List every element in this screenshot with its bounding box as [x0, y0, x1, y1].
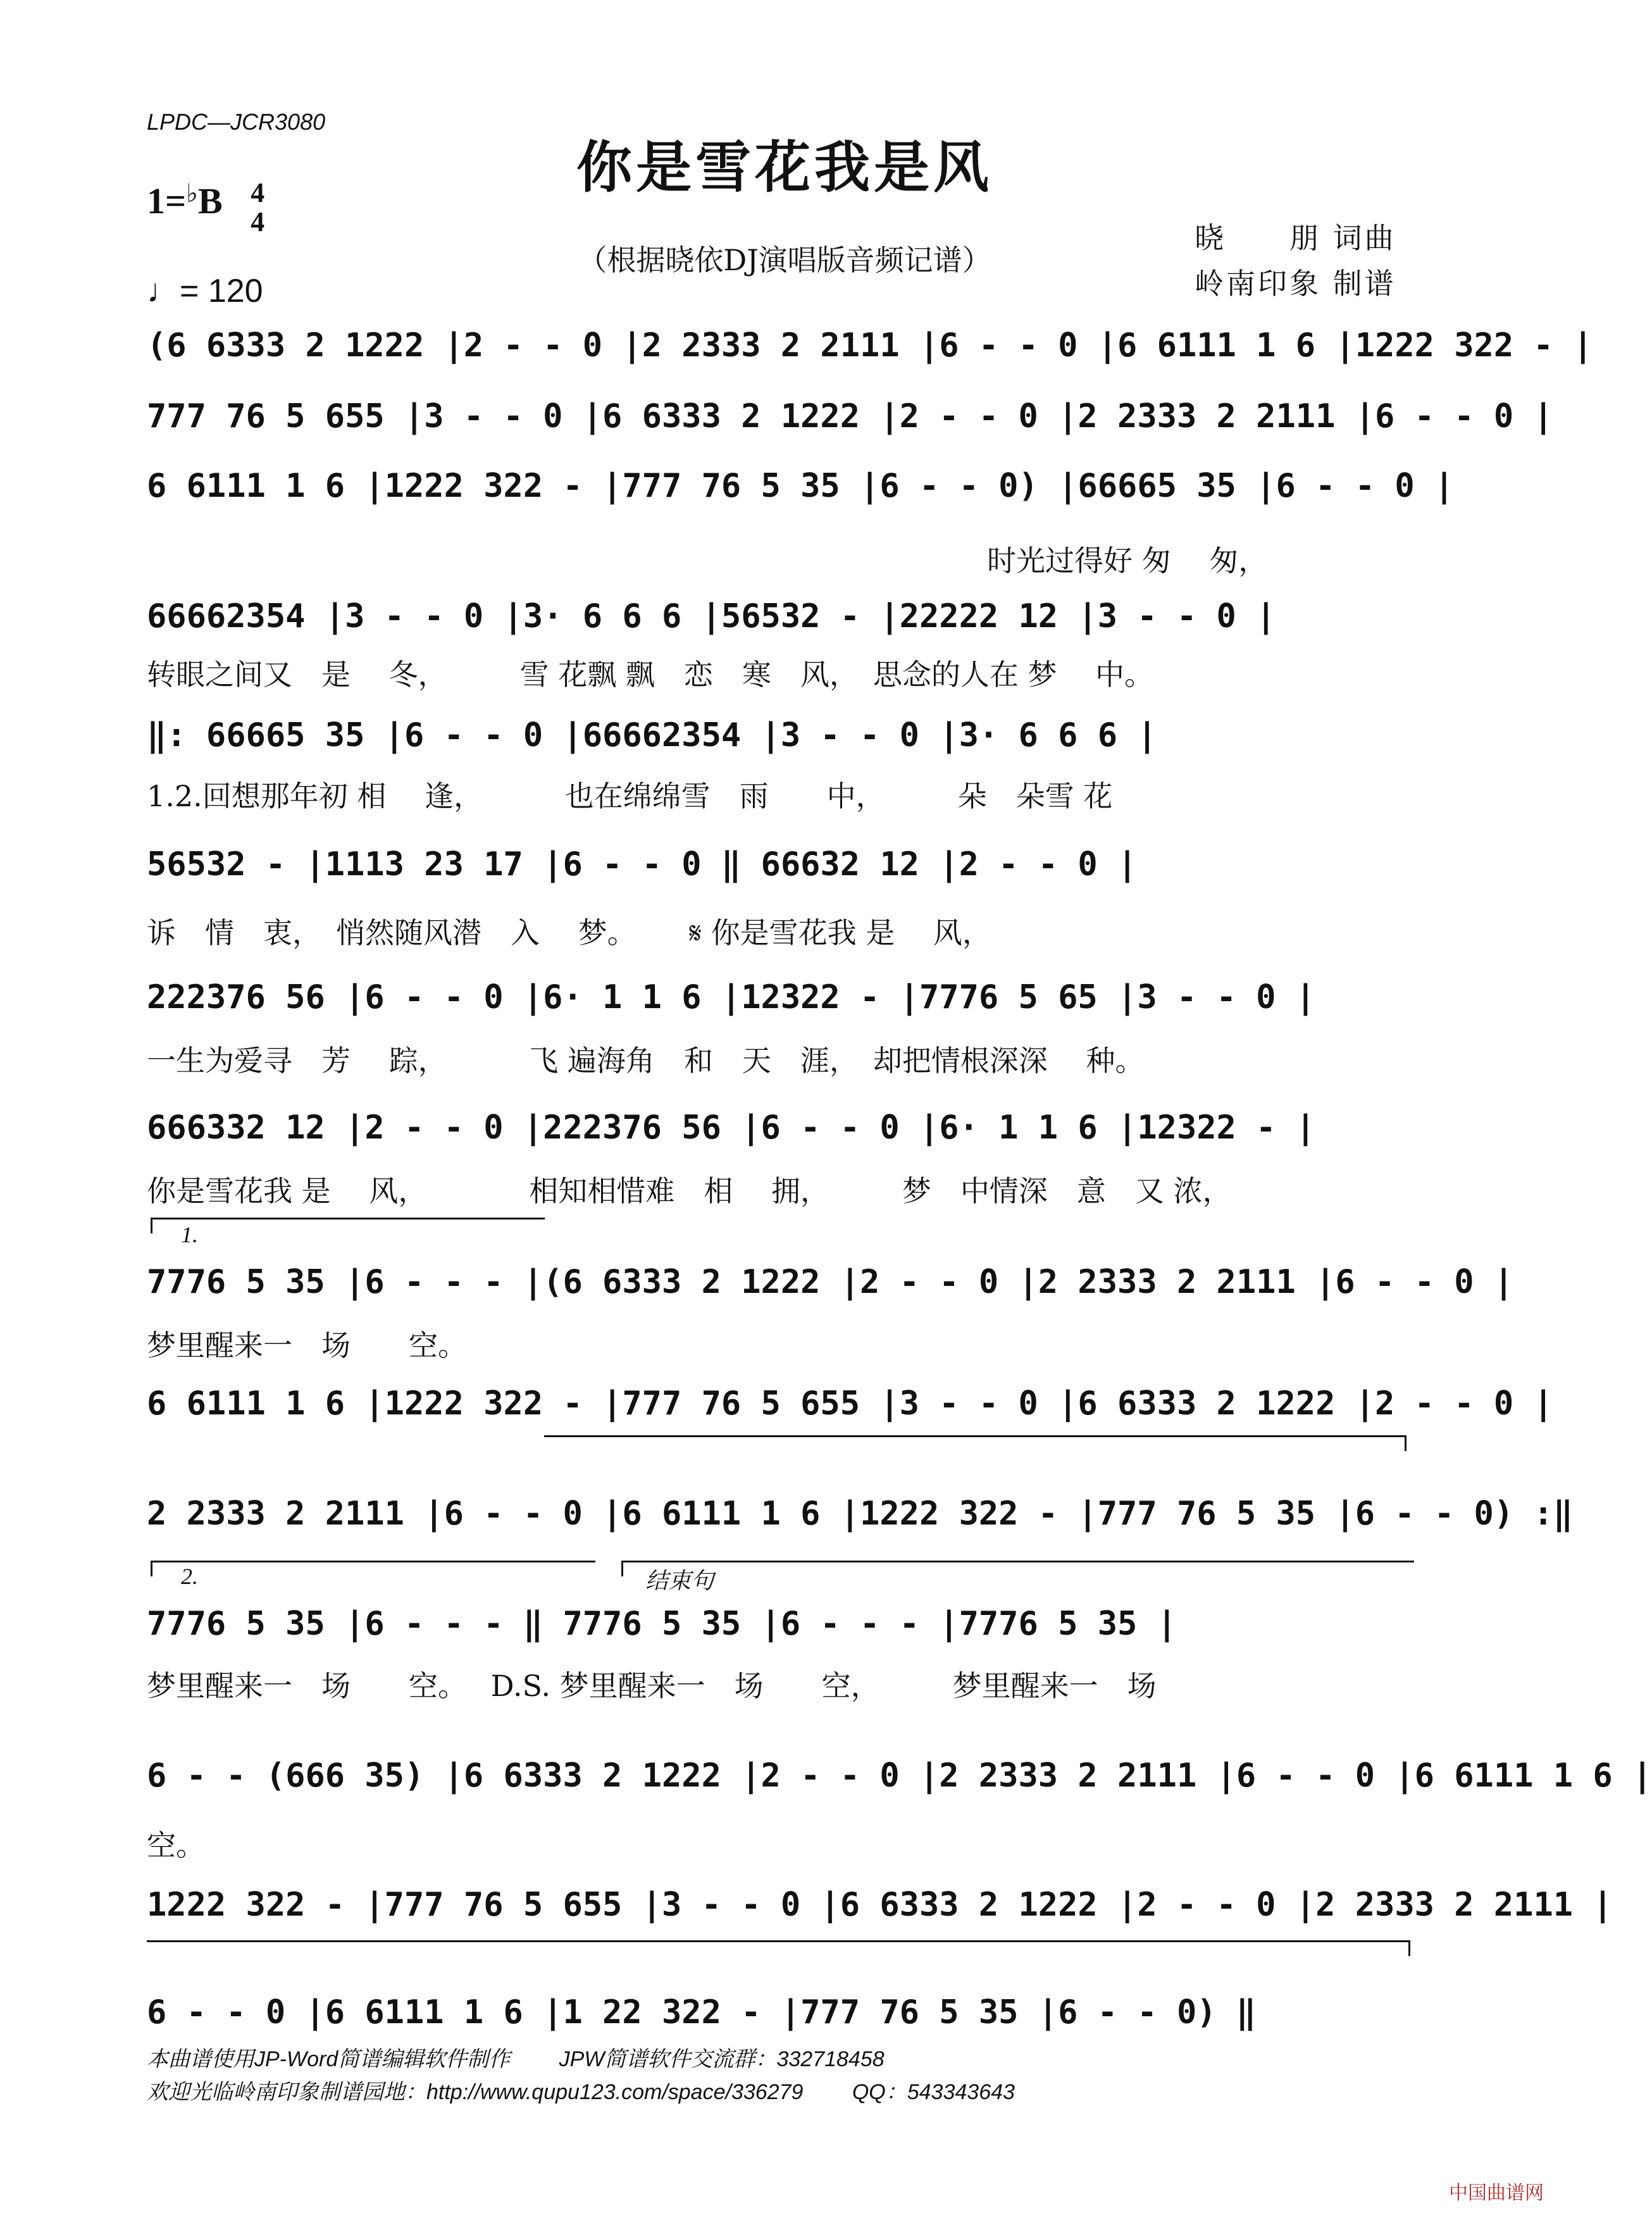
- lyric-line-9: 空。: [147, 1828, 205, 1862]
- notation-row-11: 2 2333 2 2111 |6 - - 0 |6 6111 1 6 |1222 322 - |777 76 5 35 |6 - - 0) :‖: [147, 1495, 1574, 1533]
- notation-row-6: 56532 - |1113 23 17 |6 - - 0 ‖ 66632 12 |2 - - 0 |: [147, 845, 1138, 883]
- volta-1-label: 1.: [181, 1222, 198, 1247]
- lyric-line-4: 诉 情 衷， 悄然随风潜 入 梦。 𝄋 你是雪花我 是 风，: [147, 916, 991, 950]
- notation-row-14: 1222 322 - |777 76 5 655 |3 - - 0 |6 6333 2 1222 |2 - - 0 |2 2333 2 2111 |: [147, 1886, 1613, 1924]
- watermark: 中国曲谱网: [1449, 2182, 1544, 2204]
- notation-row-4: 66662354 |3 - - 0 |3· 6 6 6 |56532 - |22222 12 |3 - - 0 |: [147, 597, 1276, 635]
- volta-bracket-2: [151, 1561, 595, 1576]
- ending-bracket: [621, 1561, 1414, 1576]
- score-code: LPDC—JCR3080: [147, 109, 326, 135]
- credit-transcriber: 岭南印象 制谱: [1195, 266, 1396, 301]
- credit-lyricist-composer: 晓 朋 词曲: [1195, 221, 1396, 255]
- notation-row-2: 777 76 5 655 |3 - - 0 |6 6333 2 1222 |2 - - 0 |2 2333 2 2111 |6 - - 0 |: [147, 397, 1553, 435]
- time-top: 4: [251, 177, 265, 208]
- lyric-line-7: 梦里醒来一 场 空。: [147, 1328, 467, 1363]
- volta-bracket-1: [151, 1218, 545, 1233]
- tempo-mark: ♩= 120: [147, 273, 263, 309]
- footer-line-1: 本曲谱使用JP-Word简谱编辑软件制作 JPW简谱软件交流群：332718458: [147, 2047, 885, 2071]
- notation-row-1: (6 6333 2 1222 |2 - - 0 |2 2333 2 2111 |6 - - 0 |6 6111 1 6 |1222 322 - |: [147, 327, 1593, 365]
- notation-row-7: 222376 56 |6 - - 0 |6· 1 1 6 |12322 - |7776 5 65 |3 - - 0 |: [147, 978, 1316, 1016]
- final-bracket: [147, 1940, 1410, 1956]
- notation-row-3: 6 6111 1 6 |1222 322 - |777 76 5 35 |6 - - 0) |66665 35 |6 - - 0 |: [147, 467, 1455, 505]
- volta-bracket-1-continued: [544, 1435, 1407, 1451]
- lyric-line-2: 转眼之间又 是 冬， 雪 花飘 飘 恋 寒 风， 思念的人在 梦 中。: [147, 658, 1154, 692]
- key-note: B: [197, 180, 223, 221]
- key-prefix: 1=: [147, 180, 187, 221]
- volta-2-label: 2.: [181, 1564, 198, 1589]
- time-signature: [251, 178, 264, 237]
- lyric-line-8: 梦里醒来一 场 空。 D.S. 梦里醒来一 场 空， 梦里醒来一 场: [147, 1669, 1157, 1703]
- lyric-line-6: 你是雪花我 是 风， 相知相惜难 相 拥， 梦 中情深 意 又 浓，: [147, 1174, 1232, 1208]
- key-signature: [147, 178, 264, 237]
- lyric-line-5: 一生为爱寻 芳 踪， 飞 遍海角 和 天 涯， 却把情根深深 种。: [147, 1044, 1145, 1078]
- page-title: 你是雪花我是风: [576, 134, 993, 200]
- footer-line-2: 欢迎光临岭南印象制谱园地：http://www.qupu123.com/space/336279 QQ：543343643: [147, 2080, 1015, 2104]
- notation-row-12: 7776 5 35 |6 - - - ‖ 7776 5 35 |6 - - - |7776 5 35 |: [147, 1605, 1177, 1643]
- time-bottom: 4: [251, 206, 265, 237]
- notation-row-9: 7776 5 35 |6 - - - |(6 6333 2 1222 |2 - - 0 |2 2333 2 2111 |6 - - 0 |: [147, 1263, 1514, 1301]
- notation-row-5: ‖: 66665 35 |6 - - 0 |66662354 |3 - - 0 |3· 6 6 6 |: [147, 716, 1157, 754]
- subtitle: （根据晓依DJ演唱版音频记谱）: [578, 243, 991, 277]
- credits: [1195, 215, 1396, 306]
- notation-row-8: 666332 12 |2 - - 0 |222376 56 |6 - - 0 |6· 1 1 6 |12322 - |: [147, 1109, 1316, 1147]
- notation-row-13: 6 - - (666 35) |6 6333 2 1222 |2 - - 0 |2 2333 2 2111 |6 - - 0 |6 6111 1 6 |: [147, 1757, 1652, 1795]
- flat-sign: ♭: [186, 179, 198, 208]
- lyric-line-1: 时光过得好 匆 匆，: [987, 544, 1268, 578]
- notation-row-15: 6 - - 0 |6 6111 1 6 |1 22 322 - |777 76 5 35 |6 - - 0) ‖: [147, 1993, 1257, 2031]
- notation-row-10: 6 6111 1 6 |1222 322 - |777 76 5 655 |3 - - 0 |6 6333 2 1222 |2 - - 0 |: [147, 1385, 1553, 1423]
- ending-label: 结束句: [645, 1568, 714, 1593]
- lyric-line-3: 1.2.回想那年初 相 逢， 也在绵绵雪 雨 中， 朵 朵雪 花: [147, 779, 1113, 813]
